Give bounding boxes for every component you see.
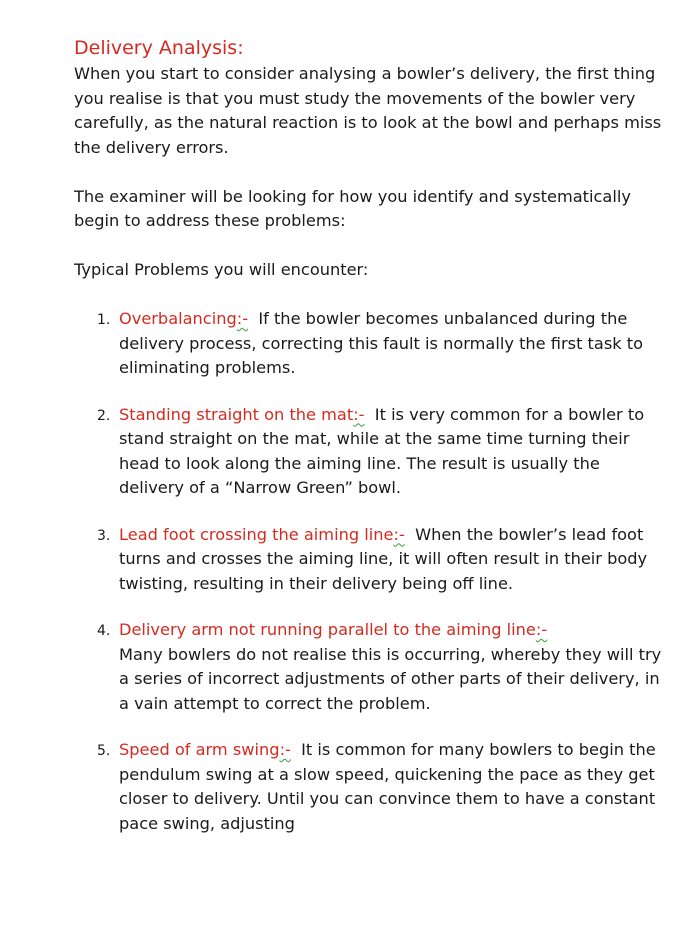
problems-list bbox=[74, 307, 664, 836]
problem-separator: :- bbox=[279, 740, 291, 759]
problem-heading: Delivery arm not running parallel to the aiming line bbox=[119, 620, 536, 639]
problem-number: 4. bbox=[97, 623, 111, 639]
problem-heading: Standing straight on the mat bbox=[119, 404, 354, 424]
problem-heading: Lead foot crossing the aiming line bbox=[119, 524, 394, 544]
problem-number: 3. bbox=[97, 527, 111, 544]
problem-text: It is common for many bowlers to begin the pendulum swing at a slow speed, quickening the pace as they get closer to delivery. Until you can convince them to have a constant pace swing, adjusting bbox=[119, 740, 656, 833]
document-page bbox=[74, 36, 664, 858]
problem-separator: :- bbox=[353, 404, 365, 424]
problem-number: 1. bbox=[97, 312, 111, 328]
problem-number: 2. bbox=[97, 407, 111, 424]
problem-heading: Speed of arm swing bbox=[119, 740, 280, 759]
problem-text: Many bowlers do not realise this is occurring, whereby they will try a series of incorrect adjustments of other parts of their delivery, in a vain attempt to correct the problem. bbox=[119, 644, 662, 713]
problem-item bbox=[74, 523, 664, 597]
intro-paragraph: When you start to consider analysing a bowler’s delivery, the first thing you realise is that you must study the movements of the bowler very carefully, as the natural reaction is to look at the bowl and perhaps miss the delivery errors. bbox=[74, 64, 662, 157]
document-title: Delivery Analysis: bbox=[74, 37, 244, 59]
problem-text: When the bowler’s lead foot turns and crosses the aiming line, it will often result in their body twisting, resulting in their delivery being off line. bbox=[119, 524, 648, 593]
paragraph-spacer bbox=[74, 283, 664, 308]
problem-separator: :- bbox=[236, 309, 249, 328]
problem-heading: Overbalancing bbox=[119, 309, 237, 328]
problem-item bbox=[74, 403, 664, 501]
problem-text: If the bowler becomes unbalanced during the delivery process, correcting this fault is normally the first task to eliminating problems. bbox=[119, 309, 644, 377]
problem-text: It is very common for a bowler to stand straight on the mat, while at the same time turning their head to look along the aiming line. The result is usually the delivery of a “Narrow Green” bowl. bbox=[119, 404, 645, 497]
problem-number: 5. bbox=[97, 743, 111, 759]
problems-heading: Typical Problems you will encounter: bbox=[74, 260, 369, 279]
problem-item bbox=[74, 307, 664, 381]
problem-separator: :- bbox=[393, 524, 405, 544]
problem-item bbox=[74, 738, 664, 836]
problem-separator: :- bbox=[535, 620, 548, 639]
examiner-paragraph: The examiner will be looking for how you identify and systematically begin to address these problems: bbox=[74, 186, 631, 230]
paragraph-spacer bbox=[74, 160, 664, 185]
paragraph-spacer bbox=[74, 234, 664, 259]
problem-item bbox=[74, 618, 664, 716]
